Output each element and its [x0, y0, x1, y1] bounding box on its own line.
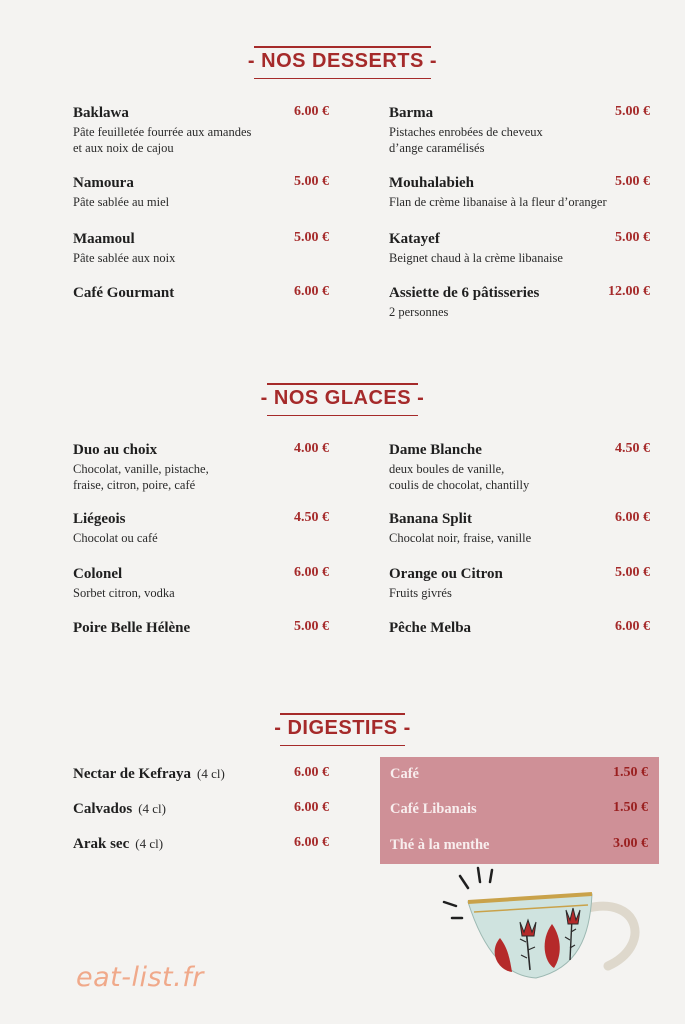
item-name: Dame Blanche — [389, 442, 482, 458]
watermark: eat-list.fr — [76, 962, 204, 993]
item-desc: d’ange caramélisés — [389, 141, 485, 155]
item-price: 5.00 € — [615, 230, 650, 245]
item-price: 6.00 € — [294, 104, 329, 119]
item-name: Pêche Melba — [389, 620, 472, 636]
item-price: 1.50 € — [613, 800, 648, 815]
item-price: 5.00 € — [294, 230, 329, 245]
item-price: 5.00 € — [615, 104, 650, 119]
item-price: 5.00 € — [294, 619, 329, 634]
item-name: Poire Belle Hélène — [73, 620, 191, 636]
menu-item — [389, 565, 650, 601]
item-qty: (4 cl) — [138, 801, 166, 816]
item-name: Thé à la menthe — [390, 837, 490, 853]
item-desc: Chocolat noir, fraise, vanille — [389, 531, 532, 545]
item-price: 12.00 € — [608, 284, 650, 299]
digestifs-title: - DIGESTIFS - — [0, 713, 685, 746]
menu-item — [73, 565, 329, 601]
item-price: 6.00 € — [294, 800, 329, 815]
item-name: Banana Split — [389, 511, 472, 527]
item-name: Mouhalabieh — [389, 175, 475, 191]
digestif-item — [73, 765, 329, 785]
item-price: 4.50 € — [615, 441, 650, 456]
digestif-item — [73, 835, 329, 855]
item-name: Café — [390, 766, 419, 782]
item-desc: Chocolat, vanille, pistache, — [73, 462, 209, 476]
hot-drink-item — [390, 800, 648, 820]
item-name: Liégeois — [73, 511, 126, 527]
item-desc: et aux noix de cajou — [73, 141, 174, 155]
menu-item — [389, 230, 650, 266]
menu-item — [389, 284, 650, 320]
item-desc: Pâte sablée aux noix — [73, 251, 176, 265]
item-price: 6.00 € — [294, 835, 329, 850]
item-desc: Chocolat ou café — [73, 531, 158, 545]
menu-item — [73, 174, 329, 210]
item-price: 6.00 € — [294, 765, 329, 780]
item-name: Maamoul — [73, 231, 135, 247]
item-price: 4.00 € — [294, 441, 329, 456]
item-price: 5.00 € — [615, 565, 650, 580]
item-name: Calvados — [73, 801, 133, 817]
item-desc: fraise, citron, poire, café — [73, 478, 196, 492]
item-desc: deux boules de vanille, — [389, 462, 505, 476]
item-name: Orange ou Citron — [389, 566, 503, 582]
item-name: Duo au choix — [73, 442, 158, 458]
item-price: 6.00 € — [294, 284, 329, 299]
menu-item — [389, 619, 650, 639]
menu-item — [389, 441, 650, 493]
menu-item — [73, 230, 329, 266]
item-price: 6.00 € — [294, 565, 329, 580]
item-name: Baklawa — [73, 105, 129, 121]
item-name: Café Gourmant — [73, 285, 175, 301]
menu-item — [73, 284, 329, 304]
item-desc: coulis de chocolat, chantilly — [389, 478, 530, 492]
hot-drink-item — [390, 836, 648, 856]
menu-item — [73, 510, 329, 546]
item-name: Barma — [389, 105, 434, 121]
desserts-title: - NOS DESSERTS - — [0, 46, 685, 79]
item-desc: Fruits givrés — [389, 586, 452, 600]
item-qty: (4 cl) — [135, 836, 164, 851]
item-desc: 2 personnes — [389, 305, 449, 319]
teacup-icon — [440, 866, 650, 986]
item-desc: Pistaches enrobées de cheveux — [389, 125, 543, 139]
glaces-title: - NOS GLACES - — [0, 383, 685, 416]
item-name: Colonel — [73, 566, 123, 582]
hot-drink-item — [390, 765, 648, 785]
menu-item — [73, 619, 329, 639]
item-price: 6.00 € — [615, 510, 650, 525]
item-name: Namoura — [73, 175, 134, 191]
menu-item — [389, 104, 650, 156]
menu-item — [389, 174, 650, 210]
item-price: 5.00 € — [615, 174, 650, 189]
item-price: 5.00 € — [294, 174, 329, 189]
item-desc: Pâte sablée au miel — [73, 195, 170, 209]
item-price: 3.00 € — [613, 836, 648, 851]
item-qty: (4 cl) — [197, 766, 225, 781]
item-price: 4.50 € — [294, 510, 329, 525]
item-name: Nectar de Kefraya — [73, 766, 192, 782]
item-price: 1.50 € — [613, 765, 648, 780]
item-price: 6.00 € — [615, 619, 650, 634]
menu-item — [73, 441, 329, 493]
menu-item — [389, 510, 650, 546]
item-desc: Flan de crème libanaise à la fleur d’oranger — [389, 195, 607, 209]
item-name: Assiette de 6 pâtisseries — [389, 285, 540, 301]
item-name: Café Libanais — [390, 801, 477, 817]
item-name: Arak sec — [73, 836, 130, 852]
item-name: Katayef — [389, 231, 440, 247]
digestif-item — [73, 800, 329, 820]
item-desc: Beignet chaud à la crème libanaise — [389, 251, 563, 265]
item-desc: Sorbet citron, vodka — [73, 586, 175, 600]
menu-item — [73, 104, 329, 156]
item-desc: Pâte feuilletée fourrée aux amandes — [73, 125, 252, 139]
hot-drinks-box — [380, 757, 659, 864]
